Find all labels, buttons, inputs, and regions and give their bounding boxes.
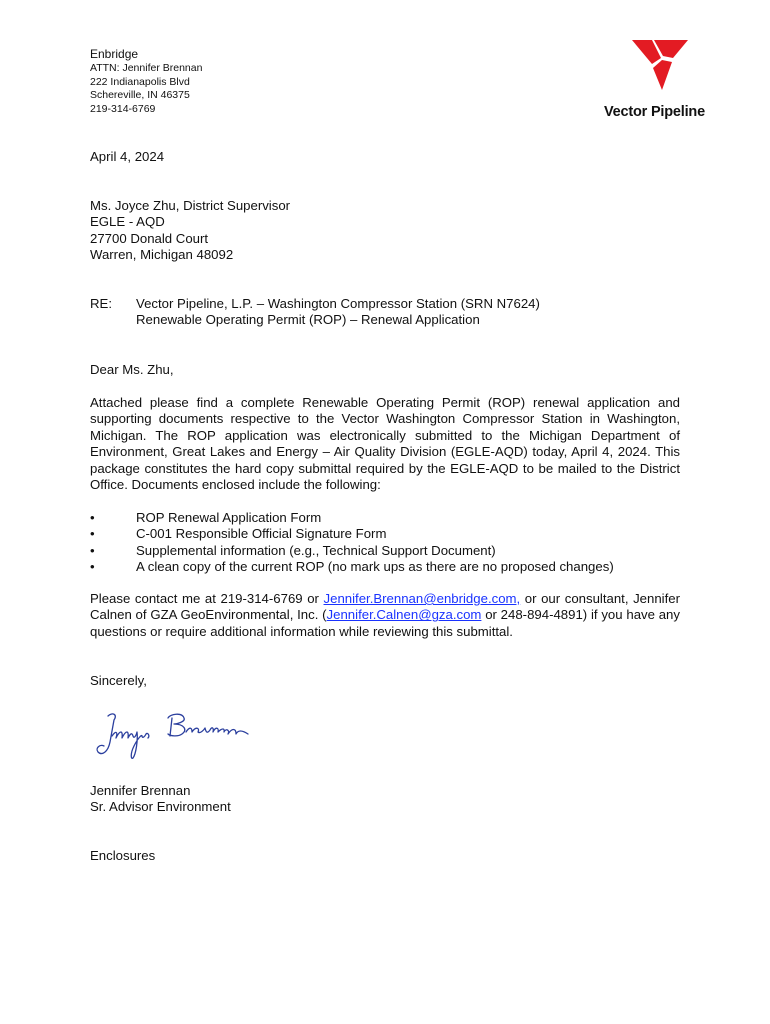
enclosures-note: Enclosures	[90, 848, 156, 863]
letter-date: April 4, 2024	[90, 149, 165, 164]
signer-name: Jennifer Brennan	[90, 783, 191, 798]
subject-label: RE:	[90, 296, 112, 311]
signer-block	[90, 783, 231, 816]
bullet-marker: •	[90, 559, 95, 575]
enclosure-list	[90, 510, 680, 576]
contact-text-2: or our consultant, Jennifer Calnen of GZA GeoEnvironmental, Inc. (	[90, 591, 681, 623]
contact-text-3: or 248-894-4891) if you have any questions or require additional information while reviewing this submittal.	[90, 607, 680, 639]
closing: Sincerely,	[90, 673, 147, 688]
salutation: Dear Ms. Zhu,	[90, 362, 174, 377]
sender-city: Schereville, IN 46375	[90, 89, 190, 101]
paragraph-intro: Attached please find a complete Renewable Operating Permit (ROP) renewal application and supporting documents respective to the Vector Washington Compressor Station in Washington, Michigan. The ROP application was electronically submitted to the Michigan Department of Environment, Great Lakes and Energy – Air Quality Division (EGLE-AQD) today, April 4, 2024. This package constitutes the hard copy submittal required by the EGLE-AQD to be mailed to the District Office. Documents enclosed include the following:	[90, 395, 680, 493]
recipient-name: Ms. Joyce Zhu, District Supervisor	[90, 198, 291, 213]
paragraph-contact	[90, 591, 680, 640]
subject-line-2: Renewable Operating Permit (ROP) – Renewal Application	[136, 312, 480, 328]
list-item-text: A clean copy of the current ROP (no mark ups as there are no proposed changes)	[136, 559, 614, 575]
subject-lines	[136, 296, 696, 329]
list-item-text: Supplemental information (e.g., Technical Support Document)	[136, 542, 496, 558]
sender-company: Enbridge	[90, 47, 139, 61]
bullet-marker: •	[90, 526, 95, 542]
sender-street: 222 Indianapolis Blvd	[90, 75, 190, 88]
recipient-org: EGLE - AQD	[90, 214, 165, 230]
recipient-city: Warren, Michigan 48092	[90, 247, 234, 263]
list-item	[90, 543, 680, 559]
email-link-brennan[interactable]: Jennifer.Brennan@enbridge.com,	[323, 591, 521, 606]
list-item	[90, 510, 680, 526]
list-item	[90, 559, 680, 575]
sender-address-block	[90, 46, 202, 116]
list-item-text: C-001 Responsible Official Signature Form	[136, 526, 387, 542]
email-link-calnen[interactable]: Jennifer.Calnen@gza.com	[326, 607, 482, 623]
sender-phone: 219-314-6769	[90, 102, 156, 115]
logo-wordmark: Vector Pipeline	[604, 104, 705, 120]
handwritten-signature	[92, 706, 262, 770]
sender-attn: ATTN: Jennifer Brennan	[90, 62, 203, 74]
signer-title: Sr. Advisor Environment	[90, 799, 231, 815]
bullet-marker: •	[90, 542, 95, 558]
list-item-text: ROP Renewal Application Form	[136, 510, 322, 525]
bullet-marker: •	[90, 510, 95, 525]
vector-pipeline-logo-icon	[632, 38, 690, 92]
vector-pipeline-logo	[600, 38, 724, 122]
subject-line-1: Vector Pipeline, L.P. – Washington Compressor Station (SRN N7624)	[136, 296, 540, 311]
recipient-street: 27700 Donald Court	[90, 230, 209, 246]
contact-text-1: Please contact me at 219-314-6769 or	[90, 591, 324, 606]
recipient-address-block	[90, 198, 290, 264]
list-item	[90, 526, 680, 542]
